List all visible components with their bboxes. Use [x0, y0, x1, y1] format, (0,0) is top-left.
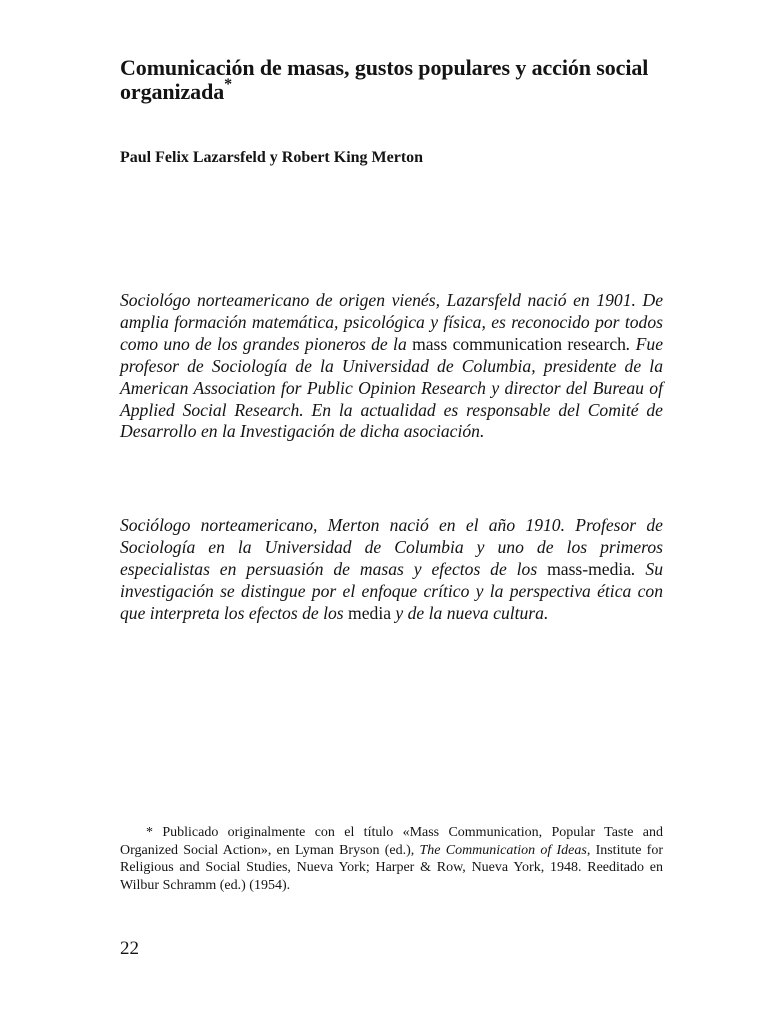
footnote-text-2: , Institute for Religious and Social Studies, Nueva York; Harper & Row, Nueva York, 1948. Reeditado en Wilbur Schramm (ed.) (1954). [120, 842, 663, 893]
bio-merton-text-1: Sociólogo norteamericano, Merton nació en el año 1910. Profesor de Sociología en la Universidad de Columbia y uno de los primeros especialistas en persuasión de masas y efectos de los [120, 515, 663, 579]
bio-merton [120, 515, 663, 625]
bio-lazarsfeld-text-2: . Fue profesor de Sociología de la Universidad de Columbia, presidente de la American Association for Public Opinion Research y director del Bureau of Applied Social Research. En la actualidad es responsable del Comité de Desarrollo en la Investigación de dicha asociación. [120, 333, 664, 442]
bio-lazarsfeld-text-1: Sociológo norteamericano de origen vienés, Lazarsfeld nació en 1901. De amplia formación matemática, psicológica y física, es reconocido por todos como uno de los grandes pioneros de la [120, 290, 663, 354]
bio-lazarsfeld-term: mass communication research [412, 333, 626, 354]
footnote-text-1: * Publicado originalmente con el título «Mass Communication, Popular Taste and Organized Social Action», en Lyman Bryson (ed.), [120, 825, 663, 858]
page-number: 22 [120, 938, 139, 959]
bio-merton-term-1: mass-media [547, 558, 632, 579]
bio-lazarsfeld [120, 290, 663, 443]
article-title-text: Comunicación de masas, gustos populares y acción social organizada [120, 55, 649, 104]
footnote-marker: * [224, 75, 233, 93]
footnote [120, 824, 663, 894]
footnote-book-title: The Communication of Ideas [419, 842, 587, 858]
bio-merton-text-2: . Su investigación se distingue por el enfoque crítico y la perspectiva ética con que interpreta los efectos de los [120, 558, 663, 623]
bio-merton-text-3: y de la nueva cultura. [391, 602, 549, 623]
article-authors: Paul Felix Lazarsfeld y Robert King Merton [120, 149, 424, 166]
bio-merton-term-2: media [348, 602, 392, 623]
article-title [120, 56, 660, 104]
